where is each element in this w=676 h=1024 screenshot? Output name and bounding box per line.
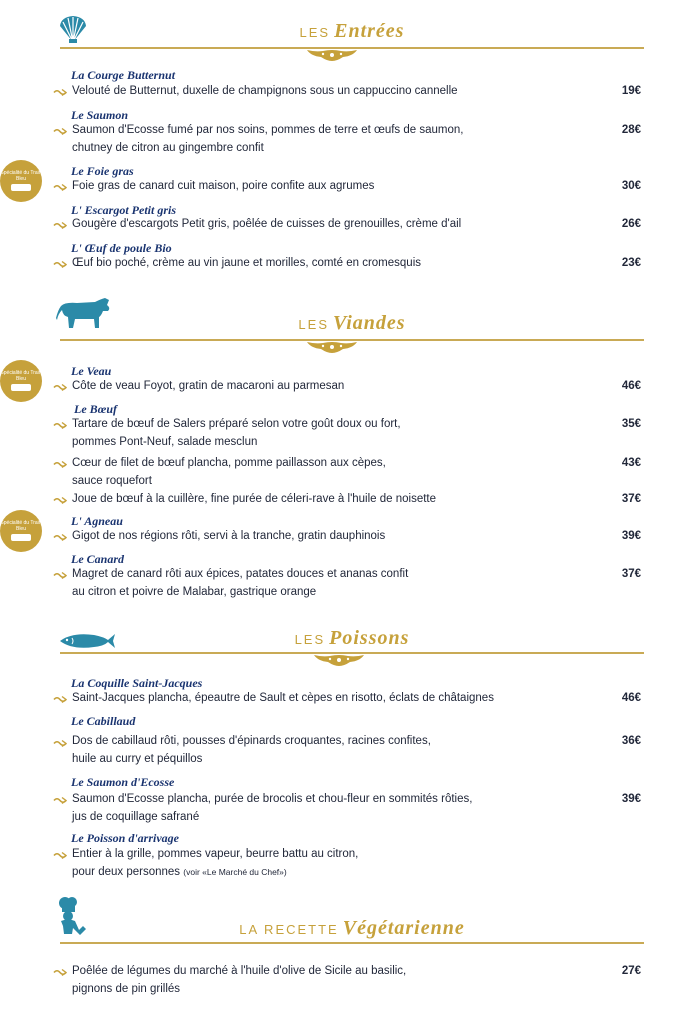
item-desc: Foie gras de canard cuit maison, poire confite aux agrumes — [72, 180, 375, 192]
item-price: 39€ — [621, 793, 641, 805]
item-desc: Gougère d'escargots Petit gris, poêlée de cuisses de grenouilles, crème d'ail — [72, 218, 462, 230]
item-desc: Saumon d'Ecosse plancha, purée de brocolis et chou-fleur en sommités rôties, — [72, 793, 473, 805]
section-title-poissons: LES Poissons — [294, 627, 410, 649]
item-desc: pour deux personnes — [72, 865, 181, 878]
specialty-badge: Spécialité du Train Bleu — [0, 510, 42, 552]
arrow-icon — [53, 88, 67, 97]
item-desc: Côte de veau Foyot, gratin de macaroni au parmesan — [72, 380, 345, 392]
item-price: 27€ — [621, 965, 641, 977]
item-price: 37€ — [621, 568, 641, 580]
item-price: 36€ — [621, 735, 641, 747]
item-desc: Gigot de nos régions rôti, servi à la tranche, gratin dauphinois — [72, 530, 386, 542]
section-rule — [60, 942, 644, 944]
arrow-icon — [53, 739, 67, 748]
item-title: Le Veau — [71, 364, 112, 378]
arrow-icon — [53, 221, 67, 230]
item-note: (voir «Le Marché du Chef») — [183, 866, 287, 877]
specialty-badge: Spécialité du Train Bleu — [0, 160, 42, 202]
item-desc: Dos de cabillaud rôti, pousses d'épinards croquantes, racines confites, — [72, 735, 431, 747]
item-price: 37€ — [621, 493, 641, 505]
item-title: Le Saumon d'Ecosse — [71, 775, 175, 789]
arrow-icon — [53, 851, 67, 860]
item-desc: Poêlée de légumes du marché à l'huile d'olive de Sicile au basilic, — [72, 965, 407, 977]
item-desc: Entier à la grille, pommes vapeur, beurre battu au citron, — [72, 848, 359, 860]
item-title: L' Agneau — [71, 514, 123, 528]
item-price: 46€ — [621, 380, 641, 392]
ornament-icon — [312, 653, 366, 667]
arrow-icon — [53, 695, 67, 704]
ornament-icon — [305, 340, 359, 354]
item-desc: Saint-Jacques plancha, épeautre de Sault et cèpes en risotto, éclats de châtaignes — [72, 692, 494, 704]
item-title: Le Poisson d'arrivage — [71, 831, 179, 845]
item-price: 28€ — [621, 124, 641, 136]
arrow-icon — [53, 183, 67, 192]
item-price: 30€ — [621, 180, 641, 192]
arrow-icon — [53, 460, 67, 469]
item-price: 23€ — [621, 257, 641, 269]
item-title: L' Escargot Petit gris — [71, 203, 176, 217]
item-desc: Saumon d'Ecosse fumé par nos soins, pommes de terre et œufs de saumon, — [72, 124, 464, 136]
arrow-icon — [53, 260, 67, 269]
arrow-icon — [53, 968, 67, 977]
item-desc: au citron et poivre de Malabar, gastrique orange — [72, 585, 317, 598]
item-desc: Tartare de bœuf de Salers préparé selon votre goût doux ou fort, — [72, 418, 401, 430]
item-title: Le Cabillaud — [71, 714, 136, 728]
item-desc: Cœur de filet de bœuf plancha, pomme paillasson aux cèpes, — [72, 457, 386, 469]
section-title-entrees: LES Entrées — [299, 20, 405, 42]
item-desc: sauce roquefort — [72, 474, 152, 487]
item-price: 26€ — [621, 218, 641, 230]
arrow-icon — [53, 571, 67, 580]
arrow-icon — [53, 533, 67, 542]
item-desc: chutney de citron au gingembre confit — [72, 141, 264, 154]
item-title: Le Bœuf — [74, 402, 117, 416]
item-title: L' Œuf de poule Bio — [71, 241, 172, 255]
item-price: 35€ — [621, 418, 641, 430]
item-title: La Courge Butternut — [71, 68, 176, 82]
section-title-viandes: LES Viandes — [298, 312, 406, 334]
arrow-icon — [53, 127, 67, 136]
item-price: 39€ — [621, 530, 641, 542]
arrow-icon — [53, 383, 67, 392]
item-desc: pommes Pont-Neuf, salade mesclun — [72, 435, 258, 448]
arrow-icon — [53, 421, 67, 430]
item-price: 19€ — [621, 85, 641, 97]
item-title: Le Foie gras — [71, 164, 134, 178]
item-price: 43€ — [621, 457, 641, 469]
specialty-badge: Spécialité du Train Bleu — [0, 360, 42, 402]
ornament-icon — [305, 48, 359, 62]
item-desc: pignons de pin grillés — [72, 982, 181, 995]
item-desc: Joue de bœuf à la cuillère, fine purée de céleri-rave à l'huile de noisette — [72, 493, 437, 505]
item-desc: jus de coquillage safrané — [72, 810, 200, 823]
arrow-icon — [53, 796, 67, 805]
arrow-icon — [53, 496, 67, 505]
item-desc: huile au curry et péquillos — [72, 752, 203, 765]
item-price: 46€ — [621, 692, 641, 704]
item-title: Le Saumon — [71, 108, 129, 122]
item-title: Le Canard — [71, 552, 125, 566]
item-desc: Magret de canard rôti aux épices, patates douces et ananas confit — [72, 568, 409, 580]
section-title-vegetarienne: LA RECETTE Végétarienne — [239, 917, 465, 939]
item-desc: Œuf bio poché, crème au vin jaune et morilles, comté en cromesquis — [72, 257, 421, 269]
item-title: La Coquille Saint-Jacques — [71, 676, 203, 690]
item-desc: Velouté de Butternut, duxelle de champignons sous un cappuccino cannelle — [72, 85, 458, 97]
